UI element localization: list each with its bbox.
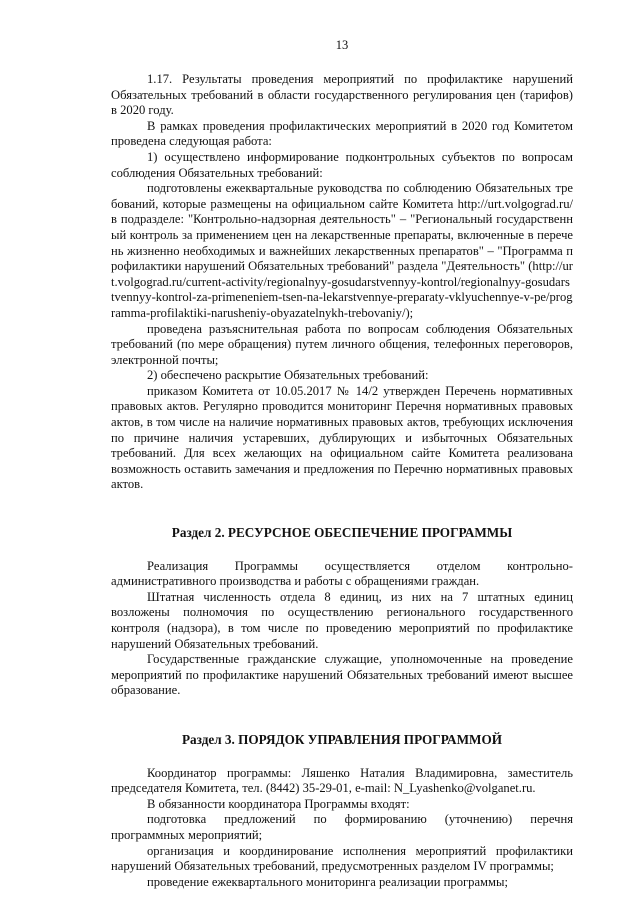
paragraph-intro: В рамках проведения профилактических мероприятий в 2020 год Комитетом проведена следующая работа: — [111, 118, 573, 149]
document-page — [111, 0, 573, 890]
section-2-paragraph: Штатная численность отдела 8 единиц, из них на 7 штатных единиц возложены полномочия по осуществлению регионального государственного контроля (надзора), в том числе по проведению мероприятий по профилактике нарушений Обязательных требований. — [111, 589, 573, 651]
section-2-paragraph: Государственные гражданские служащие, уполномоченные на проведение мероприятий по профилактике нарушений Обязательных требований имеют высшее образование. — [111, 652, 573, 698]
paragraph-explanatory: проведена разъяснительная работа по вопросам соблюдения Обязательных требований (по мере обращения) путем личного общения, телефонных переговоров, электронной почты; — [111, 321, 573, 367]
section-3-paragraph: организация и координирование исполнения мероприятий профилактики нарушений Обязательных требований, предусмотренных разделом IV программы; — [111, 843, 573, 874]
paragraph-guides: подготовлены ежеквартальные руководства по соблюдению Обязательных требований, которые размещены на официальном сайте Комитета http://urt.volgograd.ru/ в подразделе: "Контрольно-надзорная деятельность" – "Региональный государственный контроль за применением цен на лекарственные препараты, включенные в перечень жизненно необходимых и важнейших лекарственных препаратов" – "Программа профилактики нарушений Обязательных требований" раздела "Деятельность" (http://urt.volgograd.ru/current-activity/regionalnyy-gosudarstvennyy-kontrol/regionalnyy-gosudarstvennyy-kontrol-za-primeneniem-tsen-na-lekarstvennye-preparaty-vklyuchennye-v-pe/programma-profilaktiki-narusheniy-obyazatelnykh-trebovaniy/); — [111, 181, 573, 320]
section-3-paragraph: Координатор программы: Ляшенко Наталия Владимировна, заместитель председателя Комитета, тел. (8442) 35-29-01, e-mail: N_Lyashenko@volganet.ru. — [111, 765, 573, 796]
page-number: 13 — [335, 38, 349, 52]
section-2 — [111, 525, 573, 699]
section-3 — [111, 732, 573, 890]
section-3-paragraph: проведение ежеквартального мониторинга реализации программы; — [147, 874, 508, 889]
paragraph-order: приказом Комитета от 10.05.2017 № 14/2 утвержден Перечень нормативных правовых актов. Регулярно проводится мониторинг Перечня нормативных правовых актов, в том числе на наличие нормативных правовых актов, требующих исключения по причине наличия устаревших, дублирующих и избыточных Обязательных требований. Для всех желающих на официальном сайте Комитета реализована возможность оставить замечания и предложения по Перечню нормативных правовых актов. — [111, 383, 573, 492]
paragraph-1-17-title: 1.17. Результаты проведения мероприятий по профилактике нарушений Обязательных требований в области государственного регулирования цен (тарифов) в 2020 году. — [111, 72, 573, 118]
paragraph-item-2: 2) обеспечено раскрытие Обязательных требований: — [147, 368, 429, 383]
section-3-paragraph: В обязанности координатора Программы входят: — [147, 796, 410, 811]
section-2-heading: Раздел 2. РЕСУРСНОЕ ОБЕСПЕЧЕНИЕ ПРОГРАММЫ — [171, 525, 513, 541]
section-2-paragraph: Реализация Программы осуществляется отделом контрольно-административного производства и работы с обращениями граждан. — [111, 558, 573, 589]
section-3-paragraph: подготовка предложений по формированию (уточнению) перечня программных мероприятий; — [111, 812, 573, 842]
section-3-heading: Раздел 3. ПОРЯДОК УПРАВЛЕНИЯ ПРОГРАММОЙ — [181, 731, 502, 747]
section-1-17 — [111, 72, 573, 493]
paragraph-item-1: 1) осуществлено информирование подконтрольных субъектов по вопросам соблюдения Обязательных требований: — [111, 149, 573, 180]
